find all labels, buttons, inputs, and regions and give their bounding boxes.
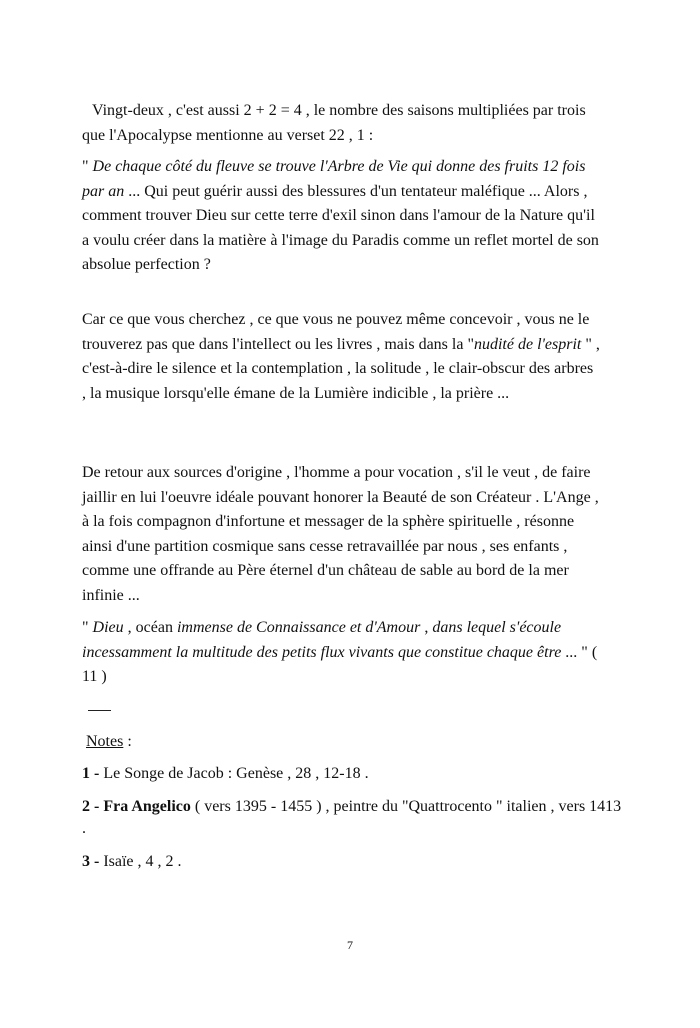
paragraph-line: c'est-à-dire le silence et la contemplation , la solitude , le clair-obscur des arbres [82, 360, 594, 377]
paragraph-line: comment trouver Dieu sur cette terre d'exil sinon dans l'amour de la Nature qu'il [82, 207, 595, 224]
footnote-number: 2 - [82, 798, 100, 815]
page-number: 7 [347, 938, 353, 952]
paragraph-line: absolue perfection ? [82, 256, 211, 273]
paragraph-dieu-ocean [82, 616, 627, 690]
footnote-text: ( vers 1395 - 1455 ) , peintre du "Quattrocento " italien , vers 1413 . [82, 798, 622, 837]
quote-italic: Dieu [92, 619, 124, 636]
quote-mark: " [82, 619, 93, 636]
footnote-item [82, 763, 627, 785]
paragraph-line: ainsi d'une partition cosmique sans cesse retravaillée par nous , ses enfants , [82, 537, 568, 555]
paragraph-line: à la fois compagnon d'infortune et messager de la sphère spirituelle , résonne [82, 513, 575, 530]
quote-italic: immense de Connaissance et d'Amour [176, 619, 421, 636]
footnote-item [82, 851, 627, 873]
quote-mark: " [82, 158, 93, 175]
paragraph-line [82, 180, 627, 205]
line-text: , [420, 619, 433, 636]
paragraph-line: Car ce que vous cherchez , ce que vous ne pouvez même concevoir , vous ne le [82, 311, 590, 328]
paragraph-apocalypse-quote [82, 155, 627, 278]
footnote-text: Isaïe , 4 , 2 . [99, 853, 182, 870]
footnote-text: Le Songe de Jacob : Genèse , 28 , 12-18 . [99, 765, 369, 782]
notes-heading-label: Notes [86, 733, 124, 750]
paragraph-line: 11 ) [82, 668, 107, 685]
paragraph-line [82, 155, 627, 180]
line-text: trouverez pas que dans l'intellect ou les livres , mais dans la " [82, 335, 474, 353]
footnote-number: 3 - [82, 853, 100, 870]
line-text: , océan [123, 619, 177, 636]
paragraph-line: , la musique lorsqu'elle émane de la Lumière indicible , la prière ... [82, 384, 510, 402]
quote-italic: nudité de l'esprit [473, 335, 582, 353]
quote-italic: par an [82, 182, 125, 200]
paragraph-line: jaillir en lui l'oeuvre idéale pouvant honorer la Beauté de son Créateur . L'Ange , [82, 488, 599, 506]
notes-heading [86, 731, 132, 753]
line-text: ... " ( [561, 643, 598, 661]
footnote-item [82, 796, 627, 840]
paragraph-line: a voulu créer dans la matière à l'image du Paradis comme un reflet mortel de son [82, 231, 599, 249]
footnote-separator [88, 710, 111, 711]
notes-heading-colon: : [123, 733, 132, 750]
paragraph-line: infinie ... [82, 586, 140, 604]
quote-italic: De chaque côté du fleuve se trouve l'Arbre de Vie qui donne des fruits 12 fois [92, 158, 586, 175]
paragraph-line [82, 333, 627, 358]
footnote-number: 1 - [82, 765, 100, 782]
paragraph-line: comme une offrande au Père éternel d'un château de sable au bord de la mer [82, 562, 569, 579]
line-text: " , [581, 335, 600, 353]
paragraph-nudite [82, 308, 627, 406]
paragraph-vingt-deux [82, 99, 627, 148]
paragraph-line: Vingt-deux , c'est aussi 2 + 2 = 4 , le nombre des saisons multipliées par trois [92, 102, 586, 119]
quote-italic: dans lequel s'écoule [432, 619, 562, 636]
line-text: ... Qui peut guérir aussi des blessures d'un tentateur maléfique ... Alors , [124, 182, 588, 200]
paragraph-retour-sources [82, 461, 627, 608]
paragraph-line [82, 641, 627, 666]
paragraph-line [82, 616, 627, 641]
paragraph-line: De retour aux sources d'origine , l'homme a pour vocation , s'il le veut , de faire [82, 464, 591, 481]
quote-italic: incessamment la multitude des petits flux vivants que constitue chaque être [82, 643, 562, 661]
paragraph-line: que l'Apocalypse mentionne au verset 22 , 1 : [82, 126, 374, 144]
footnote-bold-name: Fra Angelico [99, 798, 191, 815]
